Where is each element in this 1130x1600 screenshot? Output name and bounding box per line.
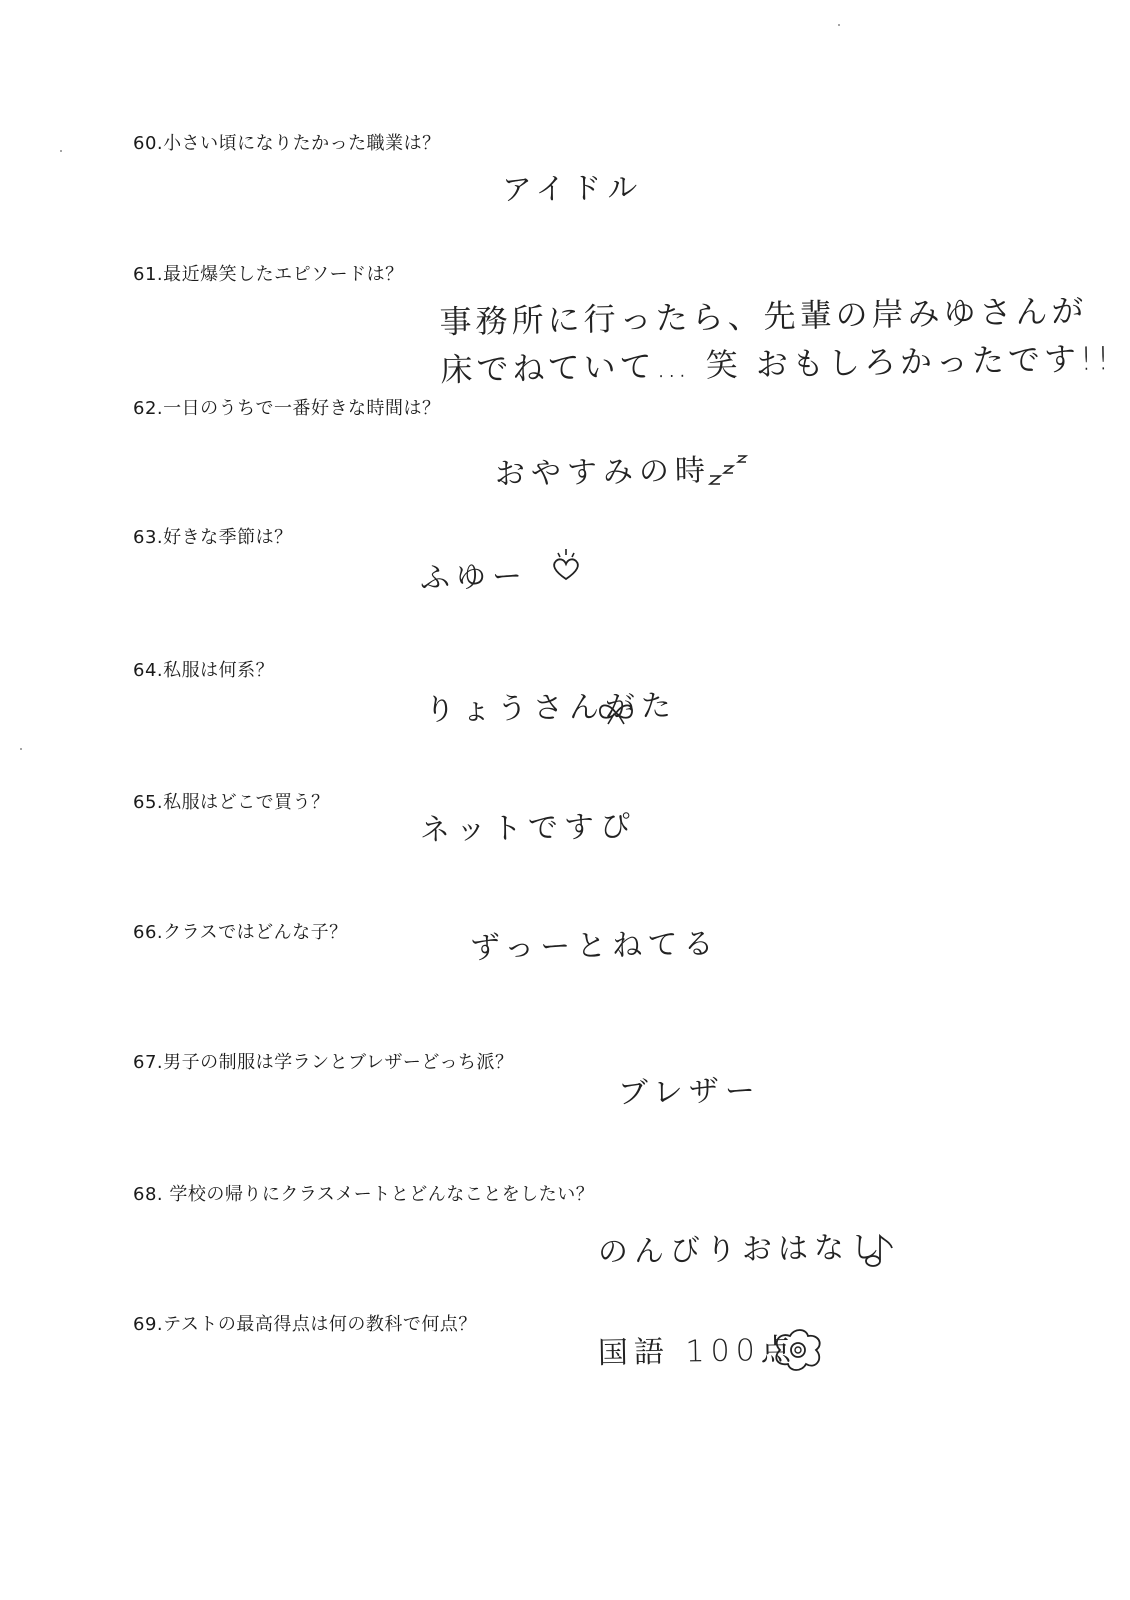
scan-speck [838, 24, 840, 26]
answer-63: ふゆー [419, 559, 529, 596]
heart-icon [548, 545, 584, 585]
answer-64: りょうさんがた [424, 688, 678, 728]
question-62: 62.一日のうちで一番好きな時間は？ [133, 398, 441, 419]
answer-68: のんびりおはなし [597, 1229, 887, 1270]
question-69: 69.テストの最高得点は何の教科で何点？ [133, 1314, 477, 1335]
ribbon-icon [596, 700, 636, 726]
question-66: 66.クラスではどんな子？ [133, 922, 348, 943]
question-65: 65.私服はどこで買う？ [133, 792, 330, 813]
answer-61-line-1: 事務所に行ったら、先輩の岸みゆさんが [439, 291, 1088, 342]
answer-65: ネットですぴ [419, 809, 637, 848]
zzz-icon [708, 452, 754, 486]
answer-69: 国語 100点 [597, 1332, 798, 1371]
answer-67: ブレザー [617, 1073, 762, 1111]
question-61: 61.最近爆笑したエピソードは？ [133, 264, 404, 285]
answer-66: ずっーとねてる [469, 926, 720, 966]
answer-61-line-2: 床でねていて… 笑 おもしろかったです!! [440, 339, 1114, 389]
question-68: 68. 学校の帰りにクラスメートとどんなことをしたい？ [133, 1184, 595, 1205]
scan-speck [60, 150, 62, 152]
question-64: 64.私服は何系？ [133, 660, 275, 681]
music-note-icon [862, 1230, 896, 1270]
flower-icon [770, 1328, 826, 1372]
answer-62: おやすみの時 [494, 453, 712, 492]
answer-60: アイドル [501, 170, 644, 208]
scan-speck [20, 748, 22, 750]
question-67: 67.男子の制服は学ランとブレザーどっち派？ [133, 1052, 514, 1073]
question-60: 60.小さい頃になりたかった職業は？ [133, 133, 441, 154]
question-63: 63.好きな季節は？ [133, 527, 293, 548]
answer-61 [439, 286, 1114, 394]
